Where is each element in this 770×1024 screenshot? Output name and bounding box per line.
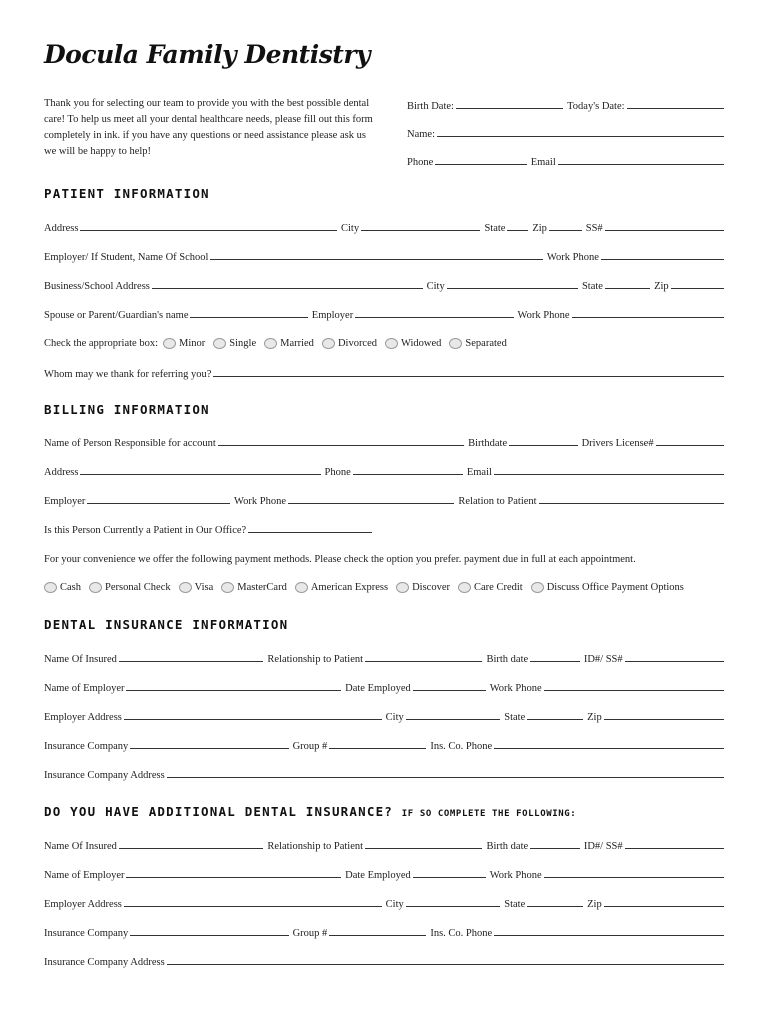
license-field[interactable] xyxy=(656,445,724,446)
add-employer-address-field[interactable] xyxy=(124,906,382,907)
ins-employer-address-row xyxy=(44,707,724,723)
add-relationship-label: Relationship to Patient xyxy=(267,841,364,852)
name-label: Name: xyxy=(407,129,435,140)
radio-circle-icon[interactable] xyxy=(322,338,335,349)
payment-option-cash[interactable] xyxy=(44,582,81,593)
payment-option-personal-check[interactable] xyxy=(89,582,171,593)
practice-title: Docula Family Dentistry xyxy=(44,40,371,69)
spouse-label: Spouse or Parent/Guardian's name xyxy=(44,310,189,321)
add-work-phone-field[interactable] xyxy=(544,877,724,878)
state-label: State xyxy=(484,223,506,234)
ins-work-phone-label: Work Phone xyxy=(489,683,542,694)
ss-label: SS# xyxy=(585,223,603,234)
relationship-label: Relationship to Patient xyxy=(267,654,364,665)
ins-employer-address-label: Employer Address xyxy=(44,712,122,723)
add-relationship-field[interactable] xyxy=(365,848,482,849)
add-date-employed-field[interactable] xyxy=(413,877,486,878)
insured-label: Name Of Insured xyxy=(44,654,117,665)
add-date-employed-label: Date Employed xyxy=(345,870,411,881)
spouse-employer-label: Employer xyxy=(311,310,354,321)
billing-employer-field[interactable] xyxy=(87,503,230,504)
add-insured-field[interactable] xyxy=(119,848,264,849)
radio-circle-icon[interactable] xyxy=(449,338,462,349)
add-city-label: City xyxy=(385,899,404,910)
option-label: Discover xyxy=(412,581,450,593)
birth-date-field[interactable] xyxy=(456,108,563,109)
group-field[interactable] xyxy=(329,748,426,749)
city-field[interactable] xyxy=(361,230,480,231)
phone-email-row xyxy=(407,152,724,168)
additional-heading-text: DO YOU HAVE ADDITIONAL DENTAL INSURANCE? xyxy=(44,804,394,819)
billing-phone-field[interactable] xyxy=(353,474,463,475)
billing-phone-label: Phone xyxy=(324,467,351,478)
birth-date-label: Birth Date: xyxy=(407,101,454,112)
billing-address-row xyxy=(44,462,724,478)
add-employer-field[interactable] xyxy=(126,877,341,878)
billing-email-field[interactable] xyxy=(494,474,724,475)
spouse-work-phone-label: Work Phone xyxy=(517,310,570,321)
business-city-field[interactable] xyxy=(447,288,578,289)
radio-circle-icon[interactable] xyxy=(458,582,471,593)
insured-id-field[interactable] xyxy=(625,661,724,662)
option-label: Cash xyxy=(60,581,81,593)
responsible-label: Name of Person Responsible for account xyxy=(44,438,216,449)
business-address-row xyxy=(44,276,724,292)
add-company-address-label: Insurance Company Address xyxy=(44,957,165,968)
add-insured-label: Name Of Insured xyxy=(44,841,117,852)
option-label: Visa xyxy=(194,581,214,593)
billing-address-label: Address xyxy=(44,467,79,478)
payment-note: For your convenience we offer the following payment methods. Please check the option you prefer. payment due in full at each appointment. xyxy=(44,554,636,565)
add-employer-label: Name of Employer xyxy=(44,870,125,881)
patient-info-heading: PATIENT INFORMATION xyxy=(44,186,210,201)
ins-zip-field[interactable] xyxy=(604,719,724,720)
phone-field[interactable] xyxy=(435,164,526,165)
add-company-row xyxy=(44,923,724,939)
add-employer-address-row xyxy=(44,894,724,910)
option-label: MasterCard xyxy=(237,581,287,593)
spouse-row xyxy=(44,305,724,321)
status-option-separated[interactable] xyxy=(449,338,506,349)
option-label: Discuss Office Payment Options xyxy=(546,581,684,593)
relation-field[interactable] xyxy=(539,503,724,504)
add-company-address-field[interactable] xyxy=(167,964,724,965)
additional-insurance-heading xyxy=(44,804,576,819)
billing-address-field[interactable] xyxy=(80,474,320,475)
add-group-field[interactable] xyxy=(329,935,426,936)
billing-work-phone-label: Work Phone xyxy=(234,496,286,507)
business-zip-label: Zip xyxy=(654,281,669,292)
billing-employer-row xyxy=(44,491,724,507)
ins-company-field[interactable] xyxy=(130,748,288,749)
email-label: Email xyxy=(530,157,556,168)
payment-option-amex[interactable] xyxy=(295,582,388,593)
business-state-label: State xyxy=(581,281,603,292)
state-field[interactable] xyxy=(507,230,528,231)
add-company-label: Insurance Company xyxy=(44,928,129,939)
todays-date-label: Today's Date: xyxy=(567,101,625,112)
city-label: City xyxy=(341,223,360,234)
ins-employer-row xyxy=(44,678,724,694)
referral-row xyxy=(44,364,724,380)
business-city-label: City xyxy=(426,281,445,292)
status-option-minor[interactable] xyxy=(163,338,205,349)
payment-option-discover[interactable] xyxy=(396,582,450,593)
add-co-phone-field[interactable] xyxy=(494,935,724,936)
add-birth-date-field[interactable] xyxy=(530,848,580,849)
payment-option-care-credit[interactable] xyxy=(458,582,523,593)
add-state-label: State xyxy=(504,899,526,910)
radio-circle-icon[interactable] xyxy=(89,582,102,593)
zip-field[interactable] xyxy=(549,230,582,231)
billing-employer-label: Employer xyxy=(44,496,86,507)
date-employed-label: Date Employed xyxy=(345,683,411,694)
patient-address-row xyxy=(44,218,724,234)
add-work-phone-label: Work Phone xyxy=(489,870,542,881)
ins-company-address-label: Insurance Company Address xyxy=(44,770,165,781)
current-patient-field[interactable] xyxy=(248,532,372,533)
billing-email-label: Email xyxy=(466,467,492,478)
status-option-divorced[interactable] xyxy=(322,338,377,349)
add-company-address-row xyxy=(44,952,724,968)
insured-field[interactable] xyxy=(119,661,264,662)
patient-employer-row xyxy=(44,247,724,263)
referral-field[interactable] xyxy=(213,376,724,377)
responsible-field[interactable] xyxy=(218,445,464,446)
payment-option-visa[interactable] xyxy=(179,582,214,593)
add-employer-row xyxy=(44,865,724,881)
billing-work-phone-field[interactable] xyxy=(288,503,454,504)
work-phone-label: Work Phone xyxy=(546,252,599,263)
check-box-label: Check the appropriate box: xyxy=(44,337,159,349)
insured-birth-date-label: Birth date xyxy=(486,654,529,665)
ins-employer-label: Name of Employer xyxy=(44,683,125,694)
phone-label: Phone xyxy=(407,157,434,168)
ins-state-field[interactable] xyxy=(527,719,583,720)
add-id-field[interactable] xyxy=(625,848,724,849)
option-label: Personal Check xyxy=(105,581,171,593)
zip-label: Zip xyxy=(532,223,547,234)
status-option-married[interactable] xyxy=(264,338,314,349)
radio-circle-icon[interactable] xyxy=(163,338,176,349)
responsible-row xyxy=(44,433,724,449)
todays-date-field[interactable] xyxy=(627,108,724,109)
spouse-work-phone-field[interactable] xyxy=(572,317,725,318)
add-zip-field[interactable] xyxy=(604,906,724,907)
business-address-label: Business/School Address xyxy=(44,281,150,292)
spouse-employer-field[interactable] xyxy=(355,317,513,318)
spouse-field[interactable] xyxy=(190,317,307,318)
radio-circle-icon[interactable] xyxy=(221,582,234,593)
employer-field[interactable] xyxy=(210,259,542,260)
option-label: American Express xyxy=(310,581,389,593)
ins-city-field[interactable] xyxy=(406,719,501,720)
status-option-single[interactable] xyxy=(213,338,256,349)
ins-company-address-row xyxy=(44,765,724,781)
ss-field[interactable] xyxy=(605,230,724,231)
business-zip-field[interactable] xyxy=(671,288,724,289)
radio-circle-icon[interactable] xyxy=(396,582,409,593)
license-label: Drivers License# xyxy=(581,438,654,449)
additional-heading-note: IF SO COMPLETE THE FOLLOWING: xyxy=(401,809,577,819)
radio-circle-icon[interactable] xyxy=(264,338,277,349)
name-field[interactable] xyxy=(437,136,724,137)
option-label: Divorced xyxy=(337,337,378,349)
ins-zip-label: Zip xyxy=(587,712,602,723)
birthdate-row xyxy=(407,96,724,112)
business-address-field[interactable] xyxy=(152,288,423,289)
payment-options-row xyxy=(44,579,692,595)
ins-state-label: State xyxy=(504,712,526,723)
add-employer-address-label: Employer Address xyxy=(44,899,122,910)
name-row xyxy=(407,124,724,140)
ins-employer-address-field[interactable] xyxy=(124,719,382,720)
group-label: Group # xyxy=(292,741,328,752)
add-birth-date-label: Birth date xyxy=(486,841,529,852)
current-patient-row xyxy=(44,520,372,536)
radio-circle-icon[interactable] xyxy=(385,338,398,349)
option-label: Widowed xyxy=(401,337,442,349)
add-company-field[interactable] xyxy=(130,935,288,936)
current-patient-label: Is this Person Currently a Patient in Our Office? xyxy=(44,525,247,536)
radio-circle-icon[interactable] xyxy=(44,582,57,593)
payment-note-row xyxy=(44,549,724,565)
radio-circle-icon[interactable] xyxy=(295,582,308,593)
option-label: Care Credit xyxy=(474,581,523,593)
relationship-field[interactable] xyxy=(365,661,482,662)
ins-employer-field[interactable] xyxy=(126,690,341,691)
ins-work-phone-field[interactable] xyxy=(544,690,724,691)
add-city-field[interactable] xyxy=(406,906,501,907)
address-label: Address xyxy=(44,223,79,234)
option-label: Married xyxy=(280,337,314,349)
add-state-field[interactable] xyxy=(527,906,583,907)
ins-company-address-field[interactable] xyxy=(167,777,724,778)
billing-birthdate-field[interactable] xyxy=(509,445,577,446)
add-insured-row xyxy=(44,836,724,852)
option-label: Separated xyxy=(465,337,507,349)
billing-birthdate-label: Birthdate xyxy=(468,438,508,449)
co-phone-field[interactable] xyxy=(494,748,724,749)
insured-birth-date-field[interactable] xyxy=(530,661,580,662)
add-group-label: Group # xyxy=(292,928,328,939)
address-field[interactable] xyxy=(80,230,337,231)
ins-company-label: Insurance Company xyxy=(44,741,129,752)
co-phone-label: Ins. Co. Phone xyxy=(430,741,493,752)
referral-label: Whom may we thank for referring you? xyxy=(44,369,212,380)
date-employed-field[interactable] xyxy=(413,690,486,691)
relation-label: Relation to Patient xyxy=(458,496,537,507)
ins-company-row xyxy=(44,736,724,752)
status-option-widowed[interactable] xyxy=(385,338,441,349)
marital-status-row xyxy=(44,335,515,351)
work-phone-field[interactable] xyxy=(601,259,724,260)
payment-option-discuss[interactable] xyxy=(531,582,684,593)
radio-circle-icon[interactable] xyxy=(179,582,192,593)
radio-circle-icon[interactable] xyxy=(213,338,226,349)
payment-option-mastercard[interactable] xyxy=(221,582,287,593)
insured-id-label: ID#/ SS# xyxy=(583,654,623,665)
radio-circle-icon[interactable] xyxy=(531,582,544,593)
business-state-field[interactable] xyxy=(605,288,650,289)
add-zip-label: Zip xyxy=(587,899,602,910)
option-label: Minor xyxy=(179,337,206,349)
employer-label: Employer/ If Student, Name Of School xyxy=(44,252,209,263)
insurance-info-heading: DENTAL INSURANCE INFORMATION xyxy=(44,617,289,632)
add-id-label: ID#/ SS# xyxy=(583,841,623,852)
ins-city-label: City xyxy=(385,712,404,723)
add-co-phone-label: Ins. Co. Phone xyxy=(430,928,493,939)
option-label: Single xyxy=(229,337,257,349)
billing-info-heading: BILLING INFORMATION xyxy=(44,402,210,417)
insured-row xyxy=(44,649,724,665)
intro-text: Thank you for selecting our team to provide you with the best possible dental care! To help us meet all your dental healthcare needs, please fill out this form completely in ink. if you have any questions or need assistance please ask us we will be happy to help! xyxy=(44,98,373,157)
email-field[interactable] xyxy=(558,164,724,165)
